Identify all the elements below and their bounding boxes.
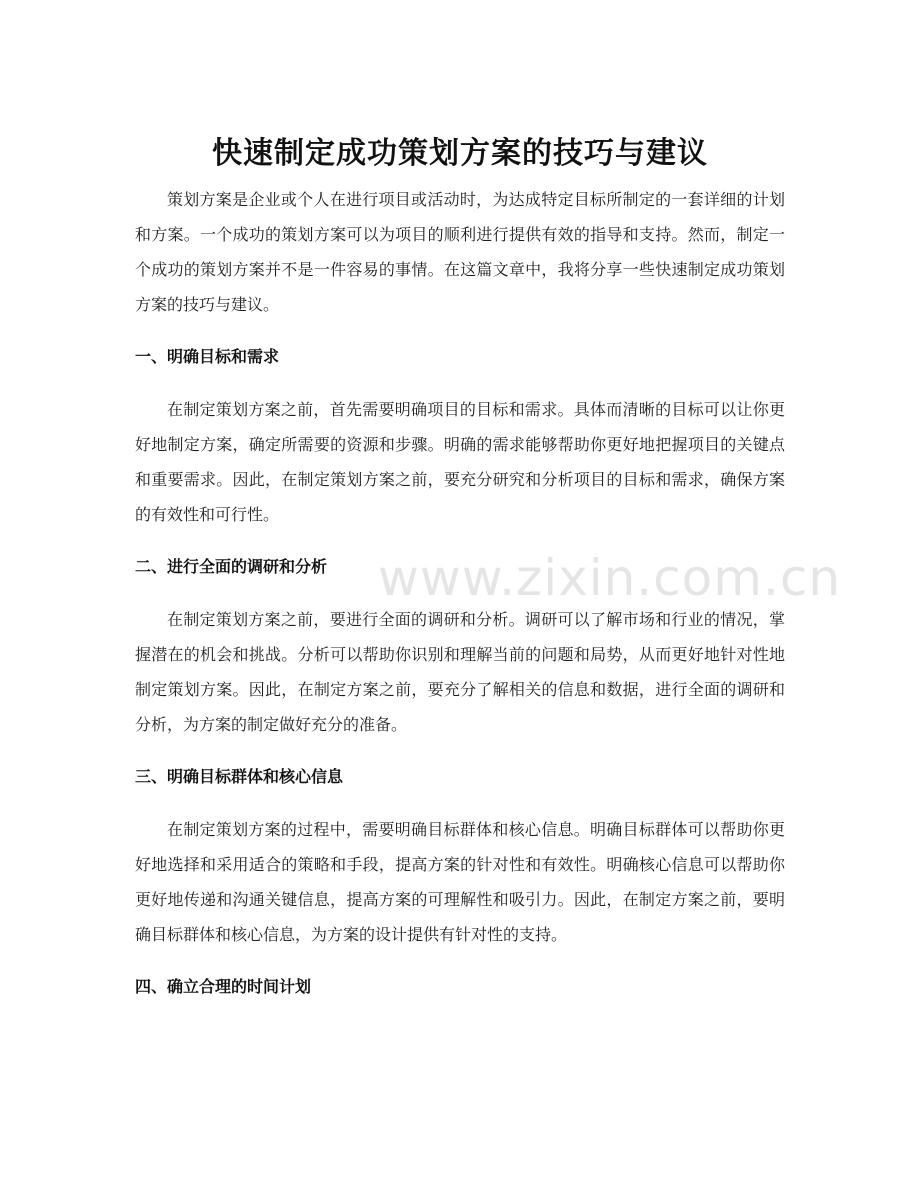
page-title: 快速制定成功策划方案的技巧与建议 bbox=[212, 136, 708, 172]
section-body-1: 在制定策划方案之前，首先需要明确项目的目标和需求。具体而清晰的目标可以让你更好地制定方案，确定所需要的资源和步骤。明确的需求能够帮助你更好地把握项目的关键点和重要需求。因此，在制定策划方案之前，要充分研究和分析项目的目标和需求，确保方案的有效性和可行性。 bbox=[135, 400, 785, 524]
document-body bbox=[135, 182, 785, 1022]
section-heading-4: 四、确立合理的时间计划 bbox=[135, 977, 312, 996]
section-heading-3: 三、明确目标群体和核心信息 bbox=[135, 767, 344, 786]
intro-paragraph: 策划方案是企业或个人在进行项目或活动时，为达成特定目标所制定的一套详细的计划和方案。一个成功的策划方案可以为项目的顺利进行提供有效的指导和支持。然而，制定一个成功的策划方案并不是一件容易的事情。在这篇文章中，我将分享一些快速制定成功策划方案的技巧与建议。 bbox=[135, 190, 785, 314]
section-heading-2: 二、进行全面的调研和分析 bbox=[135, 557, 328, 576]
section-heading-1: 一、明确目标和需求 bbox=[135, 347, 280, 366]
watermark: www.zixin.com.cn bbox=[378, 549, 842, 607]
section-body-2: 在制定策划方案之前，要进行全面的调研和分析。调研可以了解市场和行业的情况，掌握潜在的机会和挑战。分析可以帮助你识别和理解当前的问题和局势，从而更好地针对性地制定策划方案。因此，在制定方案之前，要充分了解相关的信息和数据，进行全面的调研和分析，为方案的制定做好充分的准备。 bbox=[135, 610, 785, 734]
section-body-3: 在制定策划方案的过程中，需要明确目标群体和核心信息。明确目标群体可以帮助你更好地选择和采用适合的策略和手段，提高方案的针对性和有效性。明确核心信息可以帮助你更好地传递和沟通关键信息，提高方案的可理解性和吸引力。因此，在制定方案之前，要明确目标群体和核心信息，为方案的设计提供有针对性的支持。 bbox=[135, 820, 785, 944]
